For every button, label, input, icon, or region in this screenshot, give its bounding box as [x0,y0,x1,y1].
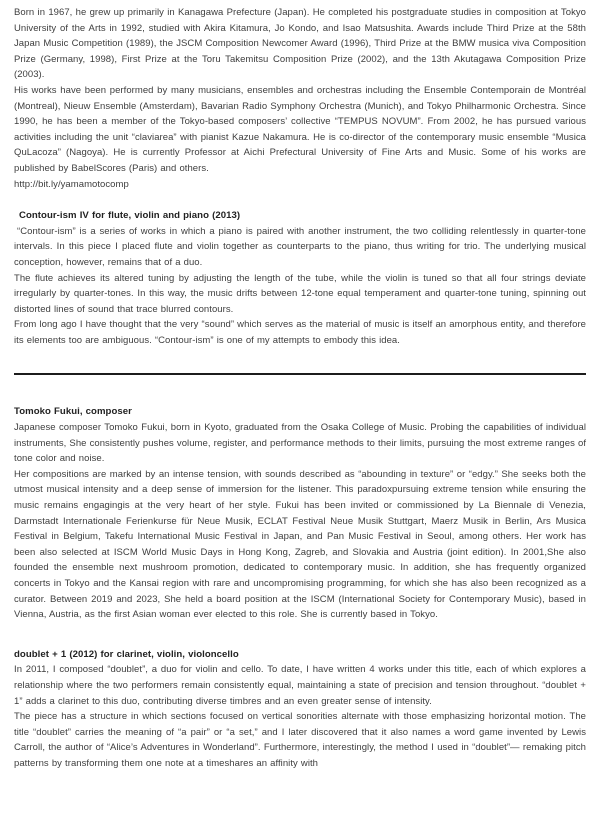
bio-paragraph: Born in 1967, he grew up primarily in Kanagawa Prefecture (Japan). He completed his postgraduate studies in composition at Tokyo University of the Arts in 1992, studied with Akira Kitamura, Jo Kondo, and Isao Matsushita. Awards include Third Prize at the 58th Japan Music Competition (1989), the JSCM Composition Newcomer Award (1996), Third Prize at the BMW musica viva Composition Prize (Germany, 1998), First Prize at the Toru Takemitsu Composition Prize (2002), and the 13th Akutagawa Composition Prize (2003). [14,7,586,81]
section-composer-bio-first [14,5,586,192]
bio-paragraph: Japanese composer Tomoko Fukui, born in Kyoto, graduated from the Osaka College of Music. Probing the capabilities of individual instruments, She consistently pushes volume, register, and performance methods to their limits, pursuing the most extreme ranges of tone color and noise. [14,422,587,465]
section-divider [14,373,586,375]
bio-paragraph: Her compositions are marked by an intense tension, with sounds described as “abounding in texture” or “edgy.” She seeks both the utmost musical intensity and a deep sense of immersion for the listener. This paradoxpursuing extreme tension while ensuring the music remains engagingis at the very heart of her style. Fukui has been invited or commissioned by La Biennale di Venezia, Darmstadt Internationale Ferienkurse für Neue Musik, ECLAT Festival Neue Musik Stuttgart, Maerz Musik in Berlin, Ars Musica Festival in Belgium, Takefu International Music Festival in Japan, and Pan Music Festival in Seoul, among others. Her work has been also selected at ISCM World Music Days in Hong Kong, Zagreb, and Slovakia and Austria (joint edition). In 2001,She also founded the ensemble next mushroom promotion, dedicated to contemporary music. In addition, she has frequently organized concerts in Tokyo and the Kansai region with rare and uncompromising programming, for which she has also been recognized as a curator. Between 2019 and 2023, She held a board position at the ISCM (International Society for Contemporary Music), based in Vienna, Austria, as the first Asian woman ever elected to this role. She is currently based in Tokyo. [14,468,586,621]
program-note-paragraph: “Contour-ism” is a series of works in which a piano is paired with another instrument, the two colliding relentlessly in quarter-tone intervals. In this piece I placed flute and violin together as counterparts to the piano, thus writing for trio. The underlying musical conception, however, remains that of a duo. [14,225,586,268]
work-title-doublet: doublet + 1 (2012) for clarinet, violin, violoncello [14,648,239,660]
program-note-paragraph: In 2011, I composed “doublet”, a duo for violin and cello. To date, I have written 4 works under this title, each of which explores a relationship where the two performers remain consistently equal, maintaining a state of precision and tension throughout. “doublet + 1” adds a clarinet to this duo, contributing diverse timbres and an even greater sense of intensity. [14,664,586,707]
composer-link-url: http://bit.ly/yamamotocomp [14,178,129,190]
bio-paragraph: His works have been performed by many musicians, ensembles and orchestras including the Ensemble Contemporain de Montréal (Montreal), Nieuw Ensemble (Amsterdam), Bavarian Radio Symphony Orchestra (Munich), and Tokyo Philharmonic Orchestra. Since 1990, he has been a member of the Tokyo-based composers’ collective “TEMPUS NOVUM”. From 2002, he has pursued various activities including the unit “claviarea” with pianist Kazue Nakamura. He is co-director of the contemporary music ensemble “Musica QuLacoza” (Nagoya). He is currently Professor at Aichi Prefectural University of Fine Arts and Music. Some of his works are published by BabelScores (Paris) and others. [14,84,586,174]
section-work-contour-ism [14,208,586,348]
section-composer-bio-fukui [14,404,586,622]
program-note-paragraph: From long ago I have thought that the very “sound” which serves as the material of music is itself an amorphous entity, and therefore its elements too are ambiguous. “Contour-ism” is one of my attempts to embody this idea. [14,319,586,346]
program-note-paragraph: The piece has a structure in which sections focused on vertical sonorities alternate with those emphasizing horizontal motion. The title “doublet” carries the meaning of “a pair” or “a set,” and I later discovered that it also names a word game invented by Lewis Carroll, the author of “Alice’s Adventures in Wonderland”. Furthermore, interestingly, the method I used in “doublet”— remaking pitch patterns by transforming them one note at a timeshares an affinity with [14,711,586,769]
section-work-doublet [14,647,586,772]
composer-name-heading: Tomoko Fukui, composer [14,406,132,418]
work-title-contour-ism: Contour-ism IV for flute, violin and piano (2013) [19,210,241,222]
program-note-paragraph: The flute achieves its altered tuning by adjusting the length of the tube, while the violin is tuned so that all four strings deviate irregularly by quarter-tones. In this way, the music drifts between 12-tone equal temperament and quarter-tone tuning, spinning out distorted lines of sound that trace blurred contours. [14,272,586,315]
